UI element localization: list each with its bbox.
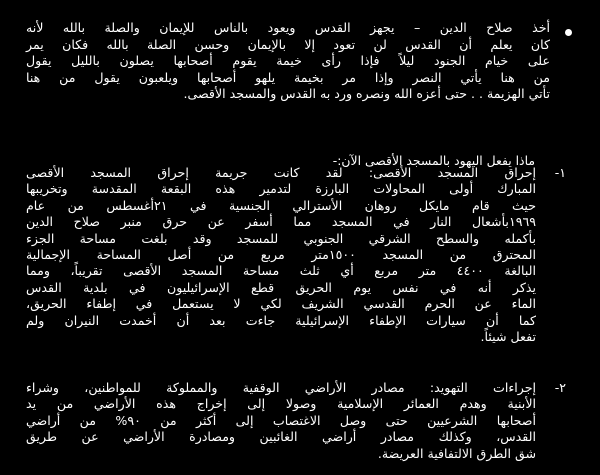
item-line: تفعل شيئاً.: [480, 328, 536, 344]
intro-line: أخذ صلاح الدين – يجهز القدس ويعود بالناس للإيمان والصلة بالله لأنه: [26, 20, 550, 35]
intro-line: على خيام الجنود ليلاً فإذا رأى خيمة يقوم أصحابها يصلون بالليل يقول: [26, 53, 550, 68]
intro-line: من هنا يأتي النصر وإذا مر بخيمة يلهو أصحابها ويلعبون يقول من هنا: [26, 69, 550, 85]
bullet-icon: [565, 29, 572, 36]
item-line: المحترق من المسجد ١٥٠٠متر مربع من أصل المساحة الإجمالية: [26, 246, 536, 262]
intro-line: كان يعلم أن القدس لن تعود إلا بالإيمان وحسن الصلة بالله فكان يمر: [26, 36, 550, 52]
item-line: ١٩٦٩بأشعال النار في المسجد مما أسفر عن حرق منبر صلاح الدين: [26, 214, 536, 230]
item-line: القدس، وكذلك مصادر أراضي الغائبين ومصادرة الأراضي عن طريق: [26, 429, 536, 445]
intro-paragraph: [26, 20, 550, 103]
item-line: الماء عن الحرم القدسي الشريف لكي لا يستعمل في إطفاء الحريق،: [26, 296, 536, 312]
item-line: بأكمله والسطح الشرقي الجنوبي للمسجد وقد بلغت مساحة الجزء: [26, 230, 536, 246]
item-line: البالغة ٤٤٠٠ متر مربع أي ثلث مساحة المسجد الأقصى تقريباً، ومما: [26, 263, 536, 279]
numbered-item-2: [26, 380, 566, 462]
item-line: يذكر أنه في نفس يوم الحريق قطع الإسرائيليون في بلدية القدس: [26, 279, 536, 295]
item-line: الأبنية وهدم العمائر الإسلامية وصولا إلى إخراج هذه الأراضي من يد: [26, 396, 536, 412]
item-line: إجراءات التهويد: مصادر الأراضي الوقفية والمملوكة للمواطنين، وشراء: [26, 380, 536, 395]
item-line: حيث قام مايكل روهان الأسترالي الجنسية في ٢١أغسطس من عام: [26, 197, 537, 213]
item-line: كما أن سيارات الإطفاء الإسرائيلية جاءت بعد أن أخمدت النيران ولم: [26, 312, 536, 328]
numbered-item-1: [26, 165, 566, 345]
intro-line: تأتي الهزيمة . . حتى أعزه الله ونصره ورد به القدس والمسجد الأقصى.: [183, 86, 550, 101]
item-line: المبارك أولى المحاولات البارزة لتدمير هذه البقعة المقدسة وتخريبها: [26, 181, 536, 197]
item-line: أصحابها الشرعيين حتى وصل الاغتصاب إلى أكثر من ٩٠% من أراضي: [26, 412, 537, 428]
item-number: ٢-: [554, 380, 566, 395]
item-line: شق الطرق الالتفافية العريضة.: [377, 445, 536, 461]
section-heading: ماذا يفعل اليهود بالمسجد الأقصى الآن:-: [332, 153, 535, 168]
item-number: ١-: [554, 165, 566, 180]
item-line: إحراق المسجد الأقصى: لقد كانت جريمة إحراق المسجد الأقصى: [26, 165, 536, 180]
